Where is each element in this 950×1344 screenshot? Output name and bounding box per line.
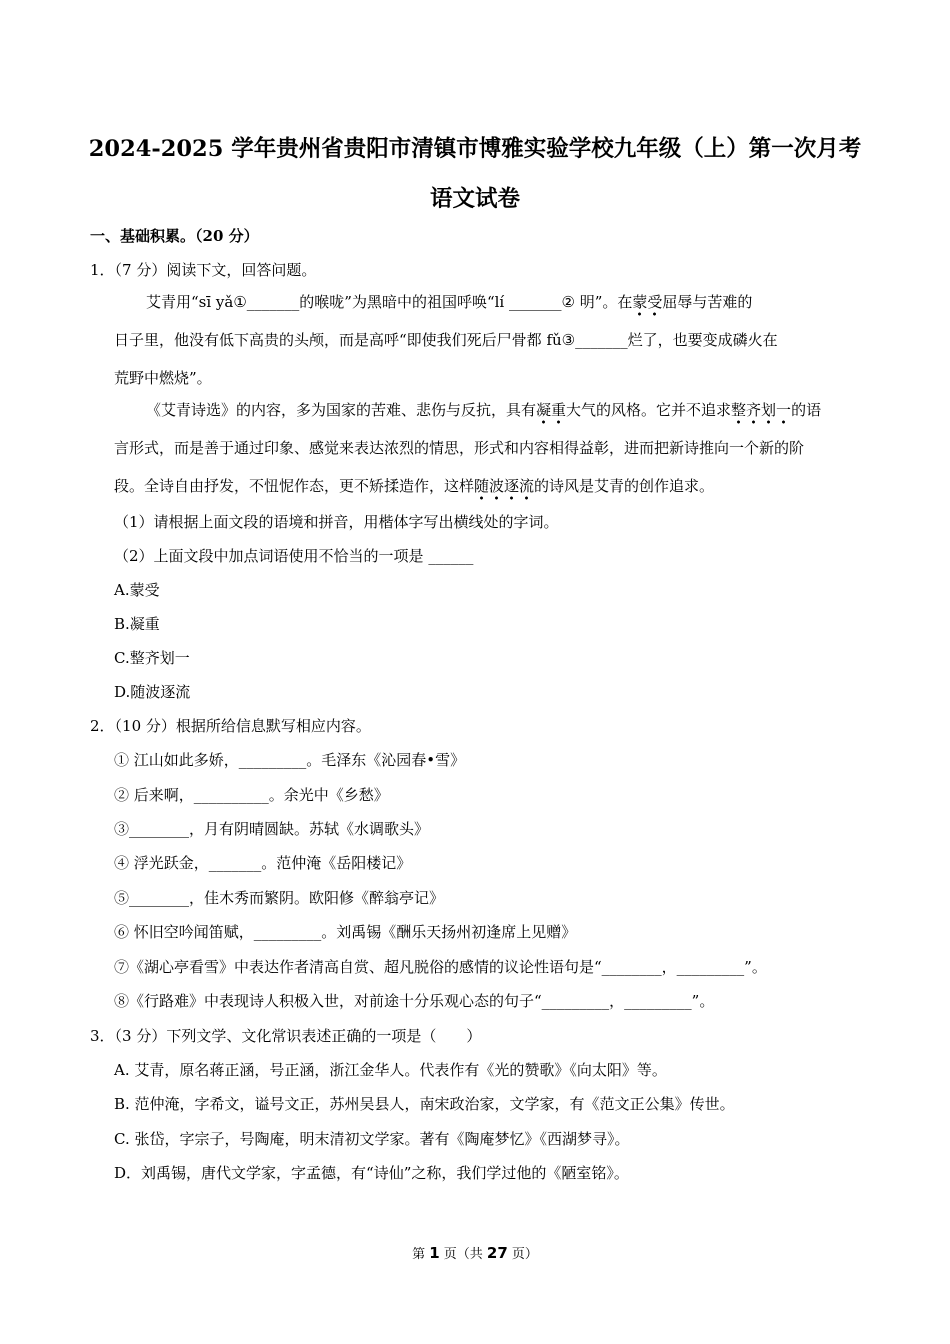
page-number: 1: [429, 1244, 440, 1262]
q3-option-d: D．刘禹锡，唐代文学家，字孟德，有“诗仙”之称，我们学过他的《陋室铭》。: [114, 1164, 629, 1182]
footer-prefix: 第: [412, 1247, 430, 1262]
q1-passage1-line2: 日子里，他没有低下高贵的头颅，而是高呼“即使我们死后尸骨都 fǔ③_______烂了，也要变成磷火在: [114, 331, 778, 349]
q1-subquestion-2: （2）上面文段中加点词语使用不恰当的一项是 ______: [114, 547, 474, 565]
q1-passage1-line1: [146, 292, 752, 312]
q1-passage2-text-c: 的语: [791, 401, 822, 419]
q1-subquestion-1: （1）请根据上面文段的语境和拼音，用楷体字写出横线处的字词。: [114, 513, 559, 531]
q2-item-1: ① 江山如此多娇，_________。毛泽东《沁园春•雪》: [114, 751, 466, 769]
q2-item-5: ⑤________，佳木秀而繁阴。欧阳修《醉翁亭记》: [114, 889, 445, 907]
q2-item-3: ③________，月有阴晴圆缺。苏轼《水调歌头》: [114, 820, 430, 838]
dotted-word-zhengqihuayi: 整齐划一: [731, 401, 791, 424]
q1-option-c: C.整齐划一: [114, 649, 190, 667]
q1-passage1-text-b: 屈辱与苦难的: [662, 293, 753, 311]
q2-item-4: ④ 浮光跃金，_______。范仲淹《岳阳楼记》: [114, 854, 412, 872]
dotted-word-ningzhong: 凝重: [536, 401, 566, 424]
exam-title-line1: 2024-2025 学年贵州省贵阳市清镇市博雅实验学校九年级（上）第一次月考: [88, 136, 862, 162]
footer-middle: 页（共: [439, 1247, 487, 1262]
q1-passage1-text-a: 艾青用“sī yǎ①_______的喉咙”为黑暗中的祖国呼唤“lí _______② 明”。在: [146, 293, 633, 311]
q1-option-a: A.蒙受: [114, 581, 160, 599]
q3-option-a: A. 艾青，原名蒋正涵，号正涵，浙江金华人。代表作有《光的赞歌》《向太阳》等。: [114, 1061, 667, 1079]
q2-item-7: ⑦《湖心亭看雪》中表达作者清高自赏、超凡脱俗的感情的议论性语句是“________，_________”。: [114, 958, 767, 976]
q1-passage2-line1: [146, 400, 821, 420]
exam-title-line2: 语文试卷: [429, 186, 520, 212]
q3-option-c: C. 张岱，字宗子，号陶庵，明末清初文学家。著有《陶庵梦忆》《西湖梦寻》。: [114, 1130, 630, 1148]
q3-option-b: B. 范仲淹，字希文，谥号文正，苏州吴县人，南宋政治家，文学家，有《范文正公集》传世。: [114, 1095, 735, 1113]
q1-passage2-text-e: 的诗风是艾青的创作追求。: [534, 477, 715, 495]
q1-passage2-text-a: 《艾青诗选》的内容，多为国家的苦难、悲伤与反抗，具有: [146, 401, 537, 419]
question-3-heading: 3．（3 分）下列文学、文化常识表述正确的一项是（ ）: [90, 1027, 482, 1045]
q1-passage1-line3: 荒野中燃烧”。: [114, 369, 212, 387]
q1-passage2-line2: 言形式，而是善于通过印象、感觉来表达浓烈的情思，形式和内容相得益彰，进而把新诗推向一个新的阶: [114, 439, 805, 457]
q1-passage2-text-b: 大气的风格。它并不追求: [566, 401, 732, 419]
footer-suffix: 页）: [507, 1247, 538, 1262]
q2-item-8: ⑧《行路难》中表现诗人积极入世，对前途十分乐观心态的句子“_________，_________”。: [114, 992, 715, 1010]
question-1-heading: 1．（7 分）阅读下文，回答问题。: [90, 261, 317, 279]
question-2-heading: 2．（10 分）根据所给信息默写相应内容。: [90, 717, 371, 735]
page-footer: [0, 1243, 950, 1265]
section-heading: 一、基础积累。（20 分）: [90, 227, 259, 245]
total-pages: 27: [486, 1244, 508, 1262]
q1-passage2-line3: [114, 476, 714, 496]
q2-item-2: ② 后来啊，__________。余光中《乡愁》: [114, 786, 389, 804]
q1-option-b: B.凝重: [114, 615, 160, 633]
q1-option-d: D.随波逐流: [114, 683, 191, 701]
dotted-word-mengshou: 蒙受: [632, 293, 662, 316]
q1-passage2-text-d: 段。全诗自由抒发，不忸怩作态，更不矫揉造作，这样: [114, 477, 475, 495]
q2-item-6: ⑥ 怀旧空吟闻笛赋，_________。刘禹锡《酬乐天扬州初逢席上见赠》: [114, 923, 577, 941]
dotted-word-suibozhuliu: 随波逐流: [474, 477, 534, 500]
